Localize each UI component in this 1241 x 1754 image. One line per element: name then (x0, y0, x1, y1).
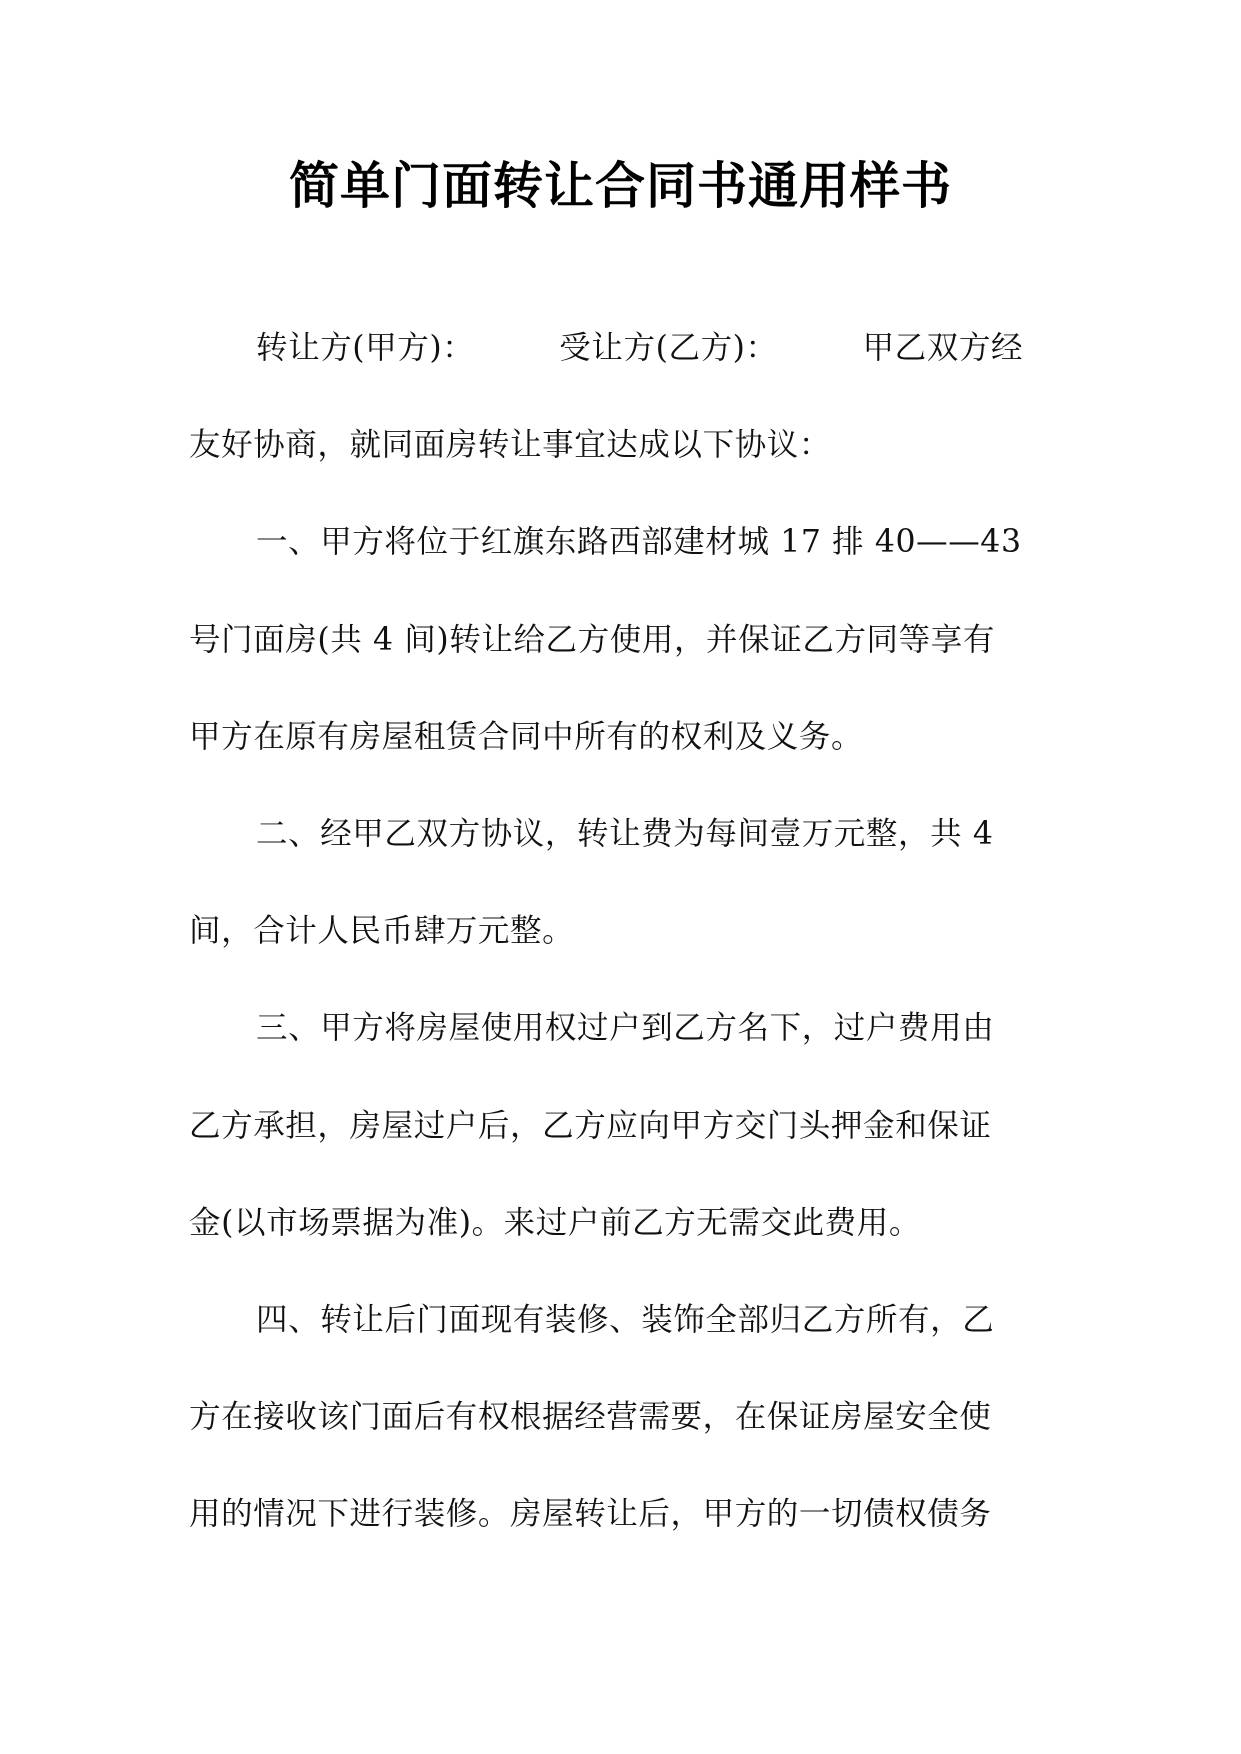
clause-4-line-1: 四、转让后门面现有装修、装饰全部归乙方所有，乙 (256, 1301, 995, 1338)
clause-3-line-1: 三、甲方将房屋使用权过户到乙方名下，过户费用由 (256, 1010, 995, 1047)
clause-1-line-2: 号门面房(共 4 间)转让给乙方使用，并保证乙方同等享有 (189, 621, 995, 658)
clause-2-line-2: 间，合计人民币肆万元整。 (189, 913, 575, 950)
clause-4-line-2: 方在接收该门面后有权根据经营需要，在保证房屋安全使 (189, 1399, 992, 1436)
clause-1-line-3: 甲方在原有房屋租赁合同中所有的权利及义务。 (189, 718, 864, 755)
parties-line: 转让方(甲方)： 受让方(乙方)： 甲乙双方经 (256, 330, 1024, 366)
clause-3-line-3: 金(以市场票据为准)。来过户前乙方无需交此费用。 (189, 1204, 921, 1241)
document-title: 简单门面转让合同书通用样书 (289, 157, 952, 215)
clause-1-line-1: 一、甲方将位于红旗东路西部建材城 17 排 40——43 (256, 524, 1022, 561)
intro-line: 友好协商，就同面房转让事宜达成以下协议： (189, 427, 832, 464)
clause-3-line-2: 乙方承担，房屋过户后，乙方应向甲方交门头押金和保证 (189, 1107, 992, 1144)
clause-4-line-3: 用的情况下进行装修。房屋转让后，甲方的一切债权债务 (189, 1496, 992, 1533)
contract-body (189, 300, 1029, 1563)
clause-2-line-1: 二、经甲乙双方协议，转让费为每间壹万元整，共 4 (256, 815, 994, 852)
